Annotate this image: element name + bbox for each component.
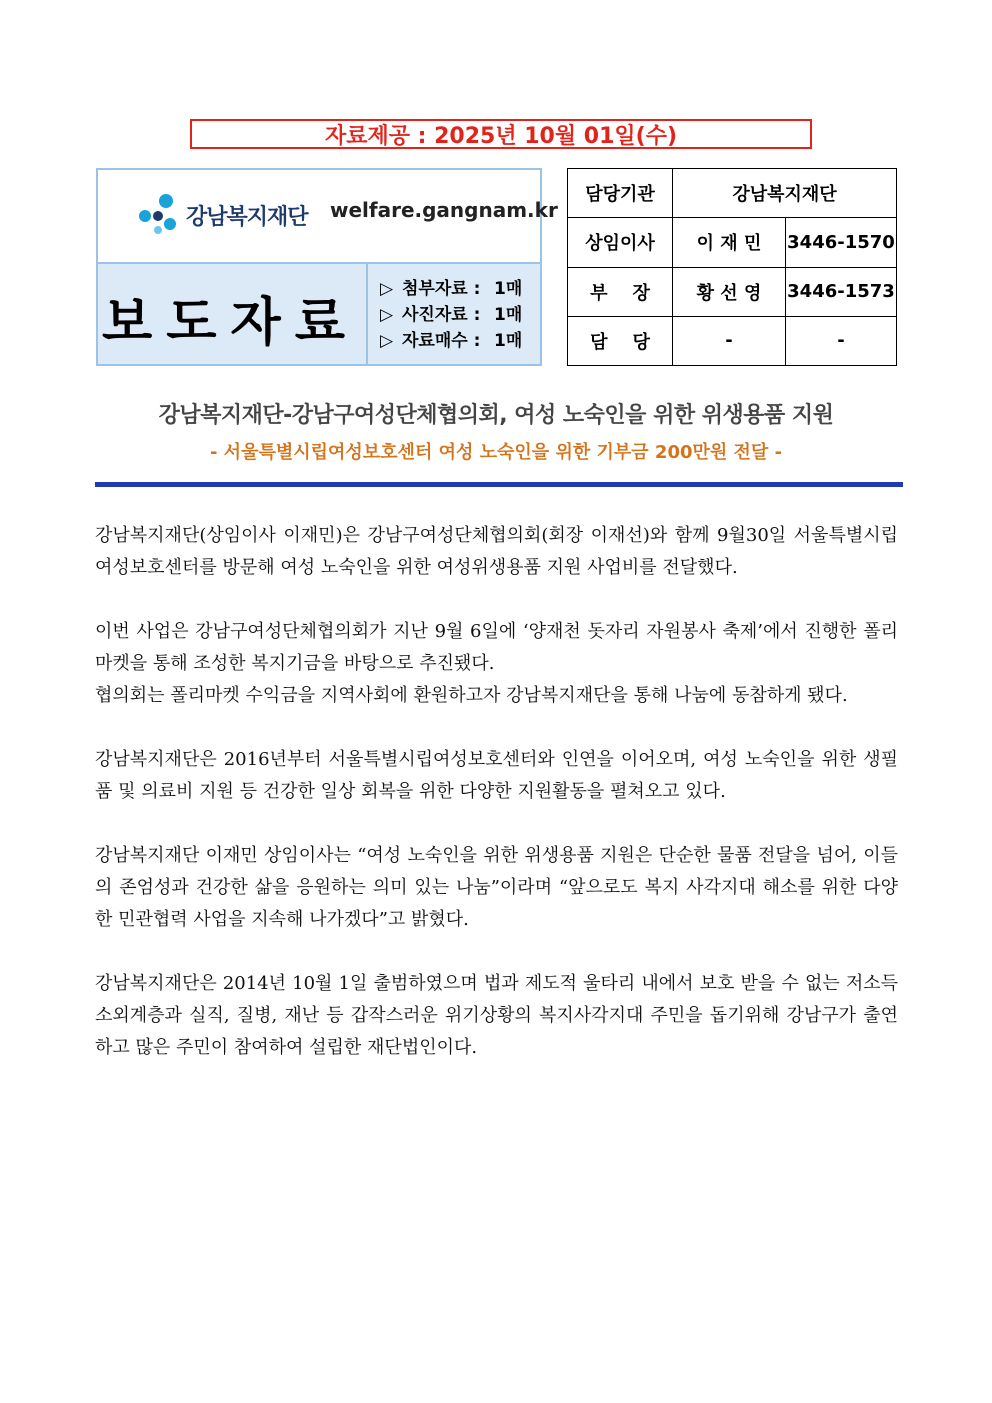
release-date-banner: 자료제공 : 2025년 10월 01일(수) <box>190 119 812 149</box>
org-label: 담당기관 <box>568 169 673 218</box>
name-cell: 황 선 영 <box>673 267 786 316</box>
phone-cell: 3446-1570 <box>786 218 897 267</box>
logo-row <box>98 170 558 262</box>
attachment-item: ▷ 첨부자료 : 1매 <box>380 276 522 302</box>
paragraph: 강남복지재단은 2014년 10월 1일 출범하였으며 법과 제도적 울타리 내에서 보호 받을 수 없는 저소득 소외계층과 실직, 질병, 재난 등 갑작스러운 위기상황의 복지사각지대 주민을 돕기위해 강남구가 출연하고 많은 주민이 참여하여 설립한 재단법인이다. <box>95 973 898 1058</box>
divider <box>366 264 368 364</box>
name-cell: 이 재 민 <box>673 218 786 267</box>
triangle-icon: ▷ <box>380 279 394 299</box>
paragraph: 강남복지재단 이재민 상임이사는 “여성 노숙인을 위한 위생용품 지원은 단순한 물품 전달을 넘어, 이들의 존엄성과 건강한 삶을 응원하는 의미 있는 나눔”이라며 “앞으로도 복지 사각지대 해소를 위한 다양한 민관협력 사업을 지속해 나가겠다”고 밝혔다. <box>95 845 898 930</box>
paragraph: 강남복지재단은 2016년부터 서울특별시립여성보호센터와 인연을 이어오며, 여성 노숙인을 위한 생필품 및 의료비 지원 등 건강한 일상 회복을 위한 다양한 지원활동을 펼쳐오고 있다. <box>95 749 898 802</box>
table-row <box>568 316 897 365</box>
role-cell: 부 장 <box>568 267 673 316</box>
org-value: 강남복지재단 <box>673 169 897 218</box>
table-row <box>568 169 897 218</box>
phone-cell: 3446-1573 <box>786 267 897 316</box>
role-cell: 상임이사 <box>568 218 673 267</box>
article-body <box>95 520 898 1096</box>
table-row <box>568 218 897 267</box>
paragraph: 강남복지재단(상임이사 이재민)은 강남구여성단체협의회(회장 이재선)와 함께 9월30일 서울특별시립여성보호센터를 방문해 여성 노숙인을 위한 여성위생용품 지원 사업비를 전달했다. <box>95 525 898 578</box>
divider <box>95 482 903 487</box>
header-box <box>96 168 558 366</box>
role-cell: 담 당 <box>568 316 673 365</box>
attachment-item: ▷ 사진자료 : 1매 <box>380 302 522 328</box>
press-release-panel <box>98 264 540 364</box>
contact-table <box>567 168 897 366</box>
triangle-icon: ▷ <box>380 331 394 351</box>
triangle-icon: ▷ <box>380 305 394 325</box>
headline: 강남복지재단-강남구여성단체협의회, 여성 노숙인을 위한 위생용품 지원 <box>158 403 834 428</box>
name-cell: - <box>673 316 786 365</box>
table-row <box>568 267 897 316</box>
logo-wordmark: 강남복지재단 <box>186 205 308 230</box>
phone-cell: - <box>786 316 897 365</box>
website-link[interactable]: welfare.gangnam.kr <box>330 198 558 222</box>
attachment-item: ▷ 자료매수 : 1매 <box>380 328 522 354</box>
attachment-list <box>380 276 522 354</box>
press-release-title: 보도자료 <box>102 293 359 353</box>
paragraph: 이번 사업은 강남구여성단체협의회가 지난 9월 6일에 ‘양재천 돗자리 자원봉사 축제’에서 진행한 폴리마켓을 통해 조성한 복지기금을 바탕으로 추진됐다. 협의회는 폴리마켓 수익금을 지역사회에 환원하고자 강남복지재단을 통해 나눔에 동참하게 됐다. <box>95 621 898 706</box>
foundation-logo-icon <box>136 192 182 236</box>
subheadline: - 서울특별시립여성보호센터 여성 노숙인을 위한 기부금 200만원 전달 - <box>209 442 783 463</box>
